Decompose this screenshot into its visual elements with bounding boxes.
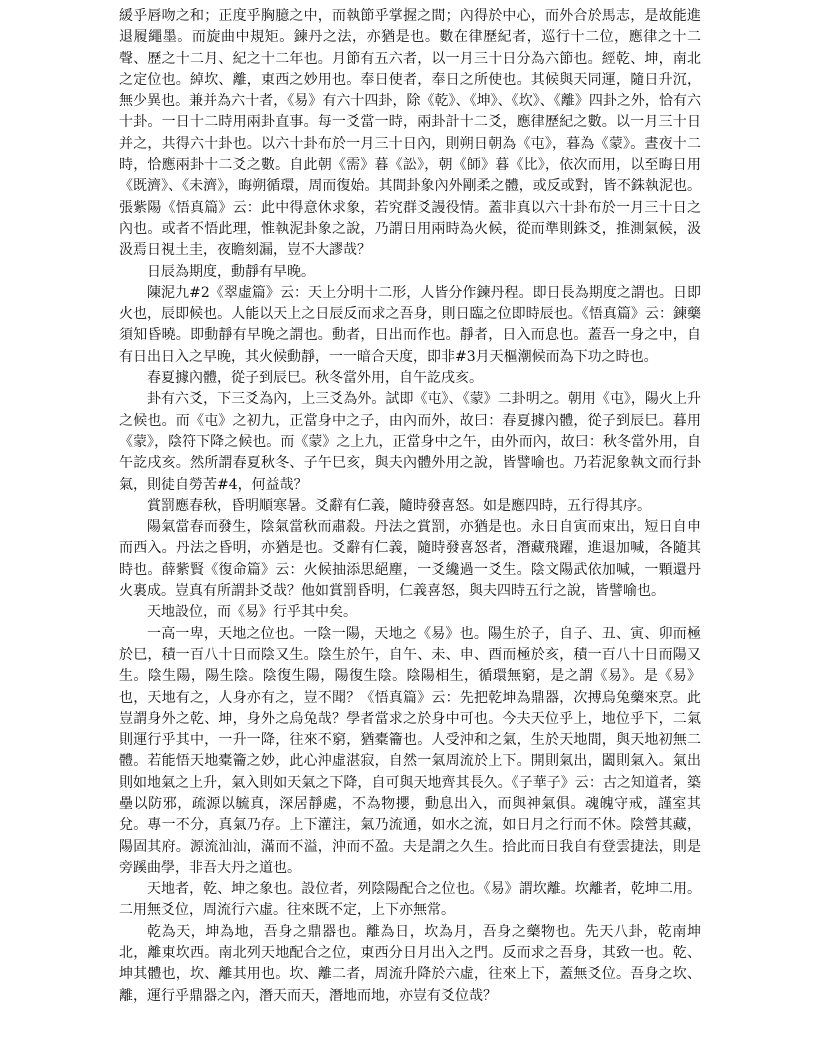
paragraph-10: 天地者，乾、坤之象也。設位者，列陰陽配合之位也。《易》謂坎離。坎離者，乾坤二用。二用無爻位，周流行六虛。往來既不定，上下亦無常。 bbox=[119, 881, 701, 919]
paragraph-2: 日辰為期度，動靜有早晚。 bbox=[147, 263, 315, 280]
paragraph-1: 緩乎唇吻之和；正度乎胸臆之中，而執節乎掌握之間；內得於中心，而外合於馬志，是故能進退履繩墨。而旋曲中規矩。鍊丹之法，亦猶是也。數在律歷紀者，巡行十二位，應律之十二聲、歷之十二月、紀之十二年也。月節有五六者，以一月三十日分為六節也。經乾、坤，南北之定位也。綽坎、離，東西之妙用也。奉日使者，奉日之所使也。其候與天同運，隨日升沉，無少異也。兼并為六十者，《易》有六十四卦，除《乾》、《坤》、《坎》、《離》四卦之外，恰有六十卦。一日十二時用兩卦直事。每一爻當一時，兩卦計十二爻，應律歷紀之數。以一月三十日并之，共得六十卦也。以六十卦布於一月三十日內，則朔日朝為《屯》，暮為《蒙》。晝夜十二時，恰應兩卦十二爻之數。自此朝《需》暮《訟》，朝《師》暮《比》，依次而用，以至晦日用《既濟》、《未濟》，晦朔循環，周而復始。其間卦象內外剛柔之體，或反或對，皆不銖執泥也。張紫陽《悟真篇》云：此中得意休求象，若究群爻謾役情。蓋非真以六十卦布於一月三十日之內也。或者不悟此理，惟執泥卦象之說，乃謂日用兩時為火候，從而準則銖爻，推測氣候，汲汲焉日視土圭，夜瞻刻漏，豈不大謬哉？ bbox=[119, 8, 701, 259]
document-page bbox=[119, 6, 701, 1007]
paragraph-4: 春夏據內體，從子到辰巳。秋冬當外用，自午訖戌亥。 bbox=[147, 370, 483, 387]
paragraph-7: 陽氣當春而發生，陰氣當秋而肅殺。丹法之賞罰，亦猶是也。永日自寅而束出，短日自申而西入。丹法之昏明，亦猶是也。爻辭有仁義，隨時發喜怒者，潛藏飛躍，進退加喊，各隨其時也。薛紫賢《復命篇》云：火候抽添思絕塵，一爻纔過一爻生。陰文陽武依加喊，一顆還丹火裏成。豈真有所謂卦爻哉？他如賞罰昏明，仁義喜怒，與夫四時五行之說，皆譬喻也。 bbox=[119, 519, 701, 600]
paragraph-5: 卦有六爻，下三爻為內，上三爻為外。試即《屯》、《蒙》二卦明之。朝用《屯》，陽火上升之候也。而《屯》之初九，正當身中之子，由內而外，故曰：春夏據內體，從子到辰巳。暮用《蒙》，陰符下降之候也。而《蒙》之上九，正當身中之午，由外而內，故曰：秋冬當外用，自午訖戌亥。然所謂春夏秋冬、子午巳亥，與夫內體外用之說，皆譬喻也。乃若泥象執文而行卦氣，則徒自勞苦#4，何益哉？ bbox=[119, 391, 701, 493]
paragraph-6: 賞罰應春秋，昏明順寒暑。爻辭有仁義，隨時發喜怒。如是應四時，五行得其序。 bbox=[147, 497, 651, 514]
paragraph-9: 一高一卑，天地之位也。一陰一陽，天地之《易》也。陽生於子，自子、丑、寅、卯而極於巳，積一百八十日而陰又生。陰生於午，自午、未、申、酉而極於亥，積一百八十日而陽又生。陰生陽，陽生陰。陰復生陽，陽復生陰。陰陽相生，循環無窮，是之謂《易》。是《易》也，天地有之，人身亦有之，豈不聞？《悟真篇》云：先把乾坤為鼎器，次搏烏兔藥來烹。此豈謂身外之乾、坤，身外之烏兔哉？學者當求之於身中可也。今夫天位乎上，地位乎下，二氣則運行乎其中，一升一降，往來不窮，猶橐籥也。人受沖和之氣，生於天地間，與天地初無二體。若能悟天地橐籥之妙，此心沖虛湛寂，自然一氣周流於上下。開則氣出，闔則氣入。氣出則如地氣之上升，氣入則如天氣之下降，自可與天地齊其長久。《子華子》云：古之知道者，築壘以防邪，疏源以毓真，深居靜處，不為物攖，動息出入，而與神氣俱。魂魄守戒，謹室其兌。專一不分，真氣乃存。上下灌注，氣乃流通，如水之流，如日月之行而不休。陰營其藏，陽固其府。源流汕汕，滿而不溢，沖而不盈。夫是謂之久生。拾此而日我自有登雲捷法，則是旁蹊曲學，非吾大丹之道也。 bbox=[119, 625, 701, 876]
paragraph-8: 天地設位，而《易》行乎其中矣。 bbox=[147, 604, 357, 621]
paragraph-11: 乾為天，坤為地，吾身之鼎器也。離為日，坎為月，吾身之藥物也。先天八卦，乾南坤北，離東坎西。南北列天地配合之位，東西分日月出入之門。反而求之吾身，其致一也。乾、坤其體也，坎、離其用也。坎、離二者，周流升降於六虛，往來上下，蓋無爻位。吾身之坎、離，運行乎鼎器之內，潛天而天，潛地而地，亦豈有爻位哉？ bbox=[119, 923, 701, 1004]
paragraph-3: 陳泥九#2《翠虛篇》云：天上分明十二形，人皆分作鍊丹程。即日長為期度之謂也。日即火也，辰即候也。人能以天上之日辰反而求之吾身，則日臨之位即時辰也。《悟真篇》云：鍊藥須知昏曉。即動靜有早晚之謂也。動者，日出而作也。靜者，日入而息也。蓋吾一身之中，自有日出日入之早晚，其火候動靜，一一暗合天度，即非#3月天樞潮候而為下功之時也。 bbox=[119, 284, 701, 365]
